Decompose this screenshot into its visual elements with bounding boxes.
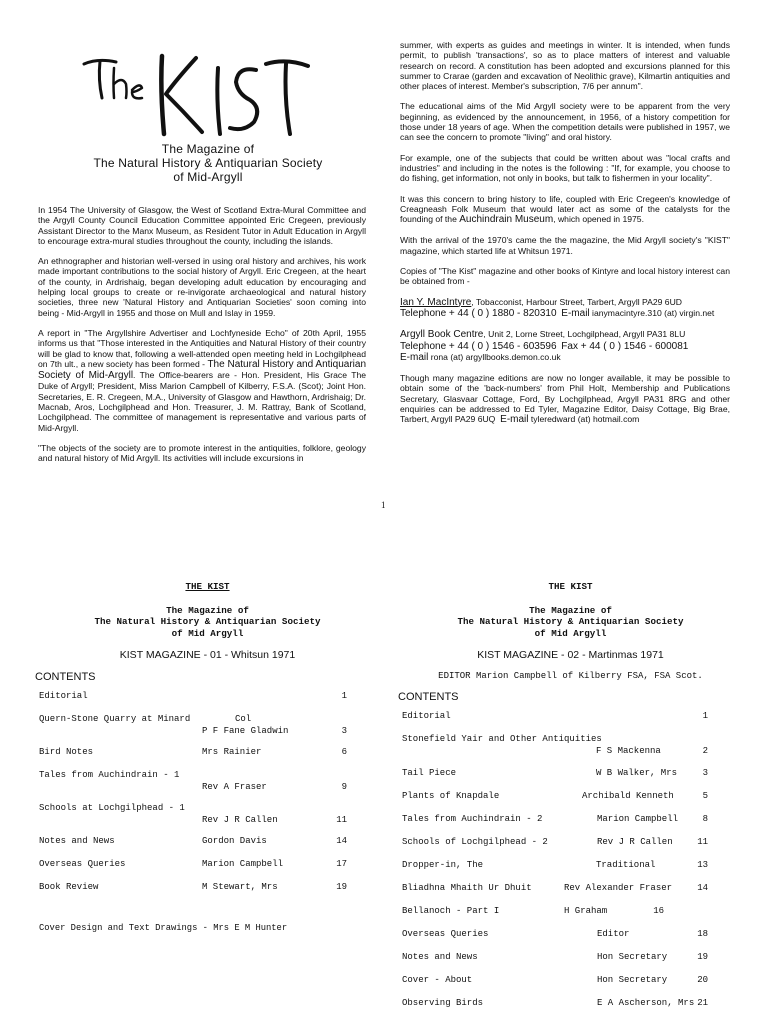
issue1-toc-page: 6 — [341, 747, 347, 757]
left-column — [38, 205, 366, 474]
issue2-toc-author: W B Walker, Mrs — [596, 768, 678, 778]
toc-row — [398, 952, 743, 975]
summer-paragraph: summer, with experts as guides and meetings in winter. It is intended, when funds permit, to publish 'transactions', so as to place matters of interest and valuable research on record. A constitution has been adopted and excursions planned for this summer to Crarae (garden and excavation of Neolithic grave), Kilmartin antiquities and other places of interest. Member's subscription, 7/6 per annum". — [400, 40, 730, 92]
issue2-toc-title: Bellanoch - Part I — [402, 906, 500, 916]
intro-paragraph: In 1954 The University of Glasgow, the West of Scotland Extra-Mural Committee and the Argyll County Council Education Committee appointed Eric Cregeen, previously Assistant Director to the Manx Museum, as Resident Tutor in Adult Education in Argyll to encourage extra-mural studies throughout the county, including the islands. — [38, 205, 366, 246]
issue2-toc-page: 8 — [702, 814, 708, 824]
issue2-contents-list — [398, 711, 743, 1021]
auchindrain-text-2: , which opened in 1975. — [553, 214, 644, 225]
right-column — [400, 40, 730, 436]
toc-row — [398, 711, 743, 734]
toc-row — [35, 714, 380, 747]
toc-row — [398, 791, 743, 814]
issue2-toc-title: Tail Piece — [402, 768, 457, 778]
issue2-header — [398, 581, 743, 639]
issue1-line3: of Mid Argyll — [171, 627, 244, 639]
page-number: 1 — [381, 500, 386, 510]
issue2-toc-author: H Graham — [564, 906, 608, 916]
copies-paragraph: Copies of "The Kist" magazine and other books of Kintyre and local history interest can be obtained from - — [400, 266, 730, 287]
ethnographer-paragraph: An ethnographer and historian well-versed in using oral history and archives, his work made important contributions to the social history of Argyll. Eric Cregeen, at the heart of the county, in Ardrishaig, began developing adult education by encouraging and helping local groups to create or re-invigorate archaeological and natural history societies, three new 'Natural History and Antiquarian Societies' soon coming into being - Mid-Argyll in 1955 and those on Mull and Islay in 1959. — [38, 256, 366, 318]
issue1-toc-author: Rev A Fraser — [202, 782, 267, 792]
issue1-header — [35, 581, 380, 639]
backnumbers-email: tyleredward (at) hotmail.com — [530, 414, 640, 425]
magazine-title-line1: The Magazine of — [161, 142, 255, 156]
toc-row — [398, 734, 743, 768]
issue2-toc-author: Marion Campbell — [597, 814, 679, 824]
toc-row — [398, 929, 743, 952]
the-kist-logo — [80, 50, 310, 140]
report-text-1: A report in "The Argyllshire Advertiser and Lochfyneside Echo" of 20th April, 1955 informs us that "Those interested in the Antiquities and Natural History of their country will be glad to know that, following a well-attended open meeting held in Lochgilphead on 7th ult., a new society has been formed - — [38, 327, 366, 369]
toc-row — [398, 975, 743, 998]
issue2-toc-page: 21 — [697, 998, 708, 1008]
issue2-toc-title: Overseas Queries — [402, 929, 489, 939]
issue1-toc-author: P F Fane Gladwin — [202, 726, 289, 736]
issue1-toc-page: 14 — [336, 836, 347, 846]
contact-macintyre-email: ianymacintyre.310 (at) virgin.net — [592, 307, 715, 318]
issue2-kist-title: THE KIST — [548, 581, 593, 592]
issue2-toc-page: 1 — [702, 711, 708, 721]
issue2-issue-line: KIST MAGAZINE - 02 - Martinmas 1971 — [477, 649, 664, 661]
toc-row — [35, 836, 380, 859]
contact-bookcentre-name: Argyll Book Centre — [400, 329, 484, 341]
issue2-toc-page: 16 — [653, 906, 664, 916]
contact-macintyre-email-label: E-mail — [561, 307, 590, 319]
contact-macintyre-name: Ian Y. MacIntyre — [400, 296, 472, 308]
issue2-toc-page: 18 — [697, 929, 708, 939]
contact-bookcentre-fax: Fax + 44 ( 0 ) 1546 - 600081 — [561, 340, 689, 352]
educational-paragraph: The educational aims of the Mid Argyll society were to be apparent from the very beginning, as evidenced by the announcement, in 1956, of a history competition for those under 18 years of age. When the competition details were published in 1957, we can see the concern to promote "living" and oral history. — [400, 101, 730, 143]
issue2-line2: The Natural History & Antiquarian Society — [457, 616, 684, 627]
contact-bookcentre-address: , Unit 2, Lorne Street, Lochgilphead, Argyll PA31 8LU — [483, 329, 686, 340]
backnumbers-paragraph — [400, 373, 730, 425]
toc-row — [398, 837, 743, 860]
issue2-toc-author: Rev Alexander Fraser — [564, 883, 673, 893]
issue2-toc-title: Schools of Lochgilphead - 2 — [402, 837, 548, 847]
issue1-issue-line: KIST MAGAZINE - 01 - Whitsun 1971 — [119, 649, 296, 661]
issue1-toc-title: Quern-Stone Quarry at Minard — [39, 714, 191, 724]
auchindrain-text-1: It was this concern to bring history to life, coupled with Eric Cregeen's knowledge of Creagneash Folk Museum that would later act as some of the catalysts for the founding of the — [400, 193, 730, 225]
report-paragraph — [38, 328, 366, 433]
contact-macintyre-address: , Tobacconist, Harbour Street, Tarbert, Argyll PA29 6UD — [471, 296, 682, 307]
issue2-toc-title: Bliadhna Mhaith Ur Dhuit — [402, 883, 532, 893]
issue1-toc-page: 17 — [336, 859, 347, 869]
issue2-toc-author: Hon Secretary — [597, 952, 668, 962]
issue2-toc-page: 3 — [702, 768, 708, 778]
toc-row — [398, 814, 743, 837]
issue1-kist-title: THE KIST — [185, 581, 230, 592]
toc-row — [398, 883, 743, 906]
contact-bookcentre-phone: Telephone + 44 ( 0 ) 1546 - 603596 — [400, 340, 557, 352]
issue2-toc-page: 14 — [697, 883, 708, 893]
magazine-title — [38, 142, 378, 184]
objects-paragraph: "The objects of the society are to promote interest in the antiquities, folklore, geology and natural history of Mid Argyll. Its activities will include excursions in — [38, 442, 366, 464]
issue2-toc-title: Notes and News — [402, 952, 478, 962]
issue1-line1: The Magazine of — [166, 604, 249, 616]
issue2-toc-author: E A Ascherson, Mrs — [597, 998, 695, 1008]
issue2-page — [398, 581, 743, 1021]
toc-row — [35, 859, 380, 882]
issue2-line3: of Mid Argyll — [534, 627, 607, 639]
issue2-contents-heading: CONTENTS — [398, 691, 459, 703]
magazine-title-line2: The Natural History & Antiquarian Society — [93, 156, 323, 170]
issue1-toc-author: M Stewart, Mrs — [202, 882, 278, 892]
contact-macintyre-phone: Telephone + 44 ( 0 ) 1880 - 820310 — [400, 307, 557, 319]
issue2-toc-page: 11 — [697, 837, 708, 847]
issue1-toc-title: Tales from Auchindrain - 1 — [39, 770, 180, 780]
toc-row — [35, 770, 380, 803]
issue1-toc-page: 19 — [336, 882, 347, 892]
issue1-toc-title: Editorial — [39, 691, 88, 701]
issue1-toc-title: Notes and News — [39, 836, 115, 846]
issue1-toc-title: Overseas Queries — [39, 859, 126, 869]
issue2-toc-page: 13 — [697, 860, 708, 870]
issue1-toc-title: Book Review — [39, 882, 99, 892]
issue2-toc-page: 5 — [702, 791, 708, 801]
magazine-title-line3: of Mid-Argyll — [173, 170, 243, 184]
issue2-toc-page: 19 — [697, 952, 708, 962]
contact-bookcentre-email: rona (at) argyllbooks.demon.co.uk — [430, 351, 561, 362]
backnumbers-text: Though many magazine editions are now no longer available, it may be possible to obtain some of the 'back-numbers' from Phil Holt, Membership and Publications Secretary, Glasvaar Cottage, Ford, By Lochgilphead, Argyll PA31 8RG and other enquiries can be addressed to Ed Tyler, Magazine Editor, Daisy Cottage, Big Brae, Tarbert, Argyll PA29 6UQ — [400, 373, 730, 425]
issue2-toc-author: Traditional — [596, 860, 656, 870]
toc-row — [35, 747, 380, 770]
issue1-toc-author: Marion Campbell — [202, 859, 284, 869]
issue1-page — [35, 581, 380, 933]
issue2-toc-author: F S Mackenna — [596, 746, 661, 756]
issue1-contents-list — [35, 691, 380, 905]
auchindrain-museum-name: Auchindrain Museum — [459, 214, 554, 226]
issue2-line1: The Magazine of — [529, 604, 612, 616]
issue1-toc-title-suffix: Col — [235, 714, 252, 724]
issue2-toc-title: Editorial — [402, 711, 451, 721]
issue1-toc-page: 3 — [341, 726, 347, 736]
issue2-toc-author: Hon Secretary — [597, 975, 668, 985]
contact-bookcentre-email-label: E-mail — [400, 351, 429, 363]
issue2-toc-page: 20 — [697, 975, 708, 985]
toc-row — [398, 768, 743, 791]
example-paragraph: For example, one of the subjects that could be written about was "local crafts and industries" and including in the notes is the following : "If, for example, you choose to do fishing, get information, not only in books, but talk to fishermen in your locality". — [400, 152, 730, 184]
issue2-toc-author: Archibald Kenneth — [582, 791, 674, 801]
seventies-paragraph: With the arrival of the 1970's came the the magazine, the Mid Argyll society's "KIST" magazine, which started life at Whitsun 1971. — [400, 235, 730, 256]
backnumbers-email-label: E-mail — [500, 414, 529, 426]
issue2-toc-title: Stonefield Yair and Other Antiquities — [402, 734, 602, 744]
issue2-toc-author: Editor — [597, 929, 630, 939]
issue2-toc-title: Plants of Knapdale — [402, 791, 500, 801]
toc-row — [35, 691, 380, 714]
issue2-toc-page: 2 — [702, 746, 708, 756]
auchindrain-paragraph — [400, 194, 730, 226]
contact-bookcentre — [400, 329, 730, 363]
issue2-toc-title: Tales from Auchindrain - 2 — [402, 814, 543, 824]
issue1-toc-page: 1 — [341, 691, 347, 701]
toc-row — [398, 906, 743, 929]
toc-row — [398, 998, 743, 1021]
issue1-cover-credit: Cover Design and Text Drawings - Mrs E M Hunter — [39, 923, 288, 933]
issue1-toc-author: Rev J R Callen — [202, 815, 278, 825]
issue1-toc-title: Bird Notes — [39, 747, 94, 757]
toc-row — [35, 882, 380, 905]
issue1-toc-author: Mrs Rainier — [202, 747, 262, 757]
issue2-toc-title: Observing Birds — [402, 998, 484, 1008]
toc-row — [398, 860, 743, 883]
issue2-toc-title: Dropper-in, The — [402, 860, 484, 870]
issue1-contents-heading: CONTENTS — [35, 671, 96, 683]
issue1-toc-title: Schools at Lochgilphead - 1 — [39, 803, 185, 813]
contact-macintyre — [400, 297, 730, 320]
issue1-line2: The Natural History & Antiquarian Society — [94, 616, 321, 627]
report-text-2: . The Office-bearers are - Hon. President, His Grace The Duke of Argyll; President, Miss Marion Campbell of Kilberry, F.S.A. (Scot); Joint Hon. Secretaries, E. R. Cregeen, M.A., University of Glasgow and Hawthorn, Ardrishaig; Dr. Macnab, Aros, Lochgilphead and Hon. Treasurer, J. M. Rattray, Bank of Scotland, Lochgilphead. The committee of management is representative and various parts of Mid-Argyll. — [38, 370, 367, 433]
toc-row — [35, 803, 380, 836]
issue1-toc-page: 11 — [336, 815, 347, 825]
issue2-toc-title: Cover - About — [402, 975, 473, 985]
society-name: The Natural History and Antiquarian Society of Mid-Argyll — [38, 358, 367, 382]
issue1-toc-page: 9 — [341, 782, 347, 792]
issue1-toc-author: Gordon Davis — [202, 836, 267, 846]
issue2-toc-author: Rev J R Callen — [597, 837, 673, 847]
issue2-editor-line: EDITOR Marion Campbell of Kilberry FSA, FSA Scot. — [438, 671, 703, 681]
